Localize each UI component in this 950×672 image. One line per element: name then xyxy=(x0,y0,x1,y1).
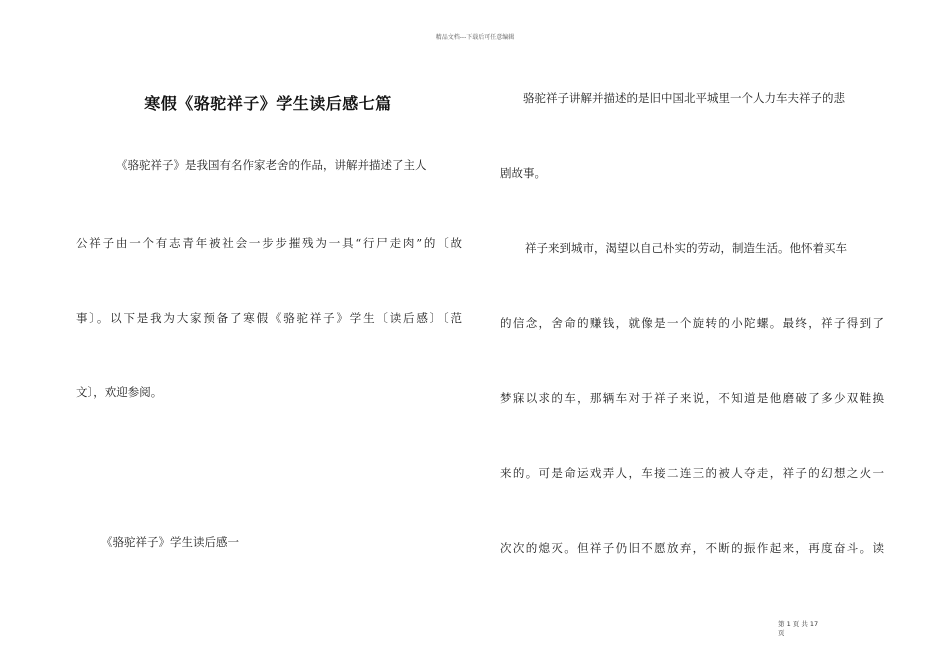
paragraph-line: 来的。可是命运戏弄人，车接二连三的被人夺走，祥子的幻想之火一 xyxy=(500,466,884,480)
paragraph-line: 事〕。以下是我为大家预备了寒假《骆驼祥子》学生〔读后感〕〔范 xyxy=(76,311,462,325)
document-title: 寒假《骆驼祥子》学生读后感七篇 xyxy=(144,94,392,113)
page-number-text: 第 1 页 共 17 xyxy=(778,620,819,628)
page-number-suffix: 页 xyxy=(778,629,785,637)
paragraph-line: 骆驼祥子讲解并描述的是旧中国北平城里一个人力车夫祥子的悲 xyxy=(523,91,845,105)
section-heading: 《骆驼祥子》学生读后感一 xyxy=(101,535,239,549)
paragraph-line: 次次的熄灭。但祥子仍旧不愿放弃，不断的振作起来，再度奋斗。读 xyxy=(500,541,884,555)
page-number xyxy=(778,620,818,638)
paragraph-line: 文〕，欢迎参阅。 xyxy=(76,385,163,399)
paragraph-line: 公祥子由一个有志青年被社会一步步摧残为一具“行尸走肉”的〔故 xyxy=(76,236,462,250)
paragraph-line: 的信念，舍命的赚钱，就像是一个旋转的小陀螺。最终，祥子得到了 xyxy=(500,316,884,330)
paragraph-line: 剧故事。 xyxy=(500,166,546,180)
paragraph-line: 《骆驼祥子》是我国有名作家老舍的作品，讲解并描述了主人 xyxy=(116,158,427,172)
paragraph-line: 祥子来到城市，渴望以自己朴实的劳动，制造生活。他怀着买车 xyxy=(525,241,847,255)
page-header: 精品文档---下载后可任意编辑 xyxy=(435,34,515,41)
paragraph-line: 梦寐以求的车，那辆车对于祥子来说，不知道是他磨破了多少双鞋换 xyxy=(500,391,884,405)
